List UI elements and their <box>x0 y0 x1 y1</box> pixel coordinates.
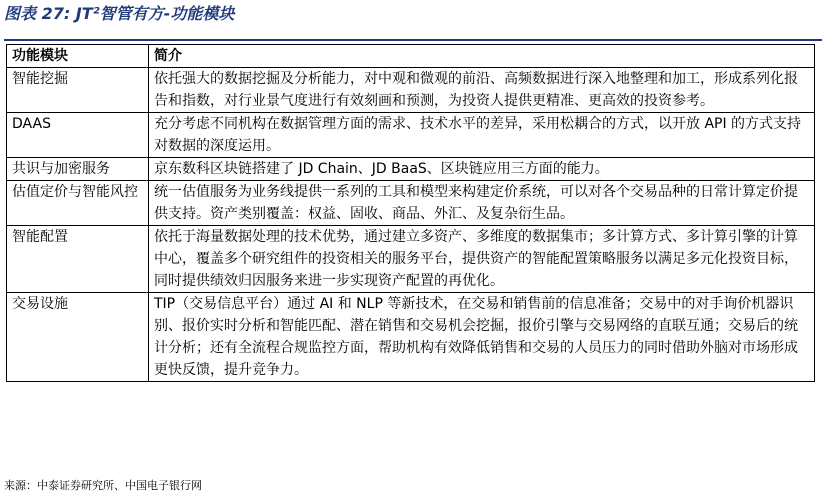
row-module-cell: 智能挖掘 <box>7 68 149 113</box>
row-description-cell: TIP（交易信息平台）通过 AI 和 NLP 等新技术，在交易和销售前的信息准备；交易中的对手询价机器识别、报价实时分析和智能匹配、潜在销售和交易机会挖掘，报价引擎与交易网络的直联互通；交易后的统计分析；还有全流程合规监控方面，帮助机构有效降低销售和交易的人员压力的同时借助外脑对市场形成更快反馈，提升竞争力。 <box>149 293 815 382</box>
row-module-cell: 交易设施 <box>7 293 149 382</box>
table-row <box>7 68 815 113</box>
feature-table <box>6 44 815 382</box>
table-row <box>7 113 815 158</box>
table-header-row <box>7 45 815 68</box>
row-description-cell: 依托于海量数据处理的技术优势，通过建立多资产、多维度的数据集市；多计算方式、多计算引擎的计算中心，覆盖多个研究组件的投资相关的服务平台，提供资产的智能配置策略服务以满足多元化投资目标，同时提供绩效归因服务来进一步实现资产配置的再优化。 <box>149 226 815 293</box>
title-rule <box>4 39 822 41</box>
table-row <box>7 226 815 293</box>
row-module-cell: 智能配置 <box>7 226 149 293</box>
source-note: 来源：中泰证券研究所、中国电子银行网 <box>4 479 202 492</box>
figure-title: 图表 27: JT²智管有方-功能模块 <box>4 4 235 23</box>
table-row <box>7 158 815 181</box>
row-module-cell: DAAS <box>7 113 149 158</box>
table-row <box>7 181 815 226</box>
row-module-cell: 估值定价与智能风控 <box>7 181 149 226</box>
row-description-cell: 统一估值服务为业务线提供一系列的工具和模型来构建定价系统，可以对各个交易品种的日常计算定价提供支持。资产类别覆盖：权益、固收、商品、外汇、及复杂衍生品。 <box>149 181 815 226</box>
row-module-cell: 共识与加密服务 <box>7 158 149 181</box>
row-description-cell: 依托强大的数据挖掘及分析能力，对中观和微观的前沿、高频数据进行深入地整理和加工，形成系列化报告和指数，对行业景气度进行有效刻画和预测，为投资人提供更精准、更高效的投资参考。 <box>149 68 815 113</box>
row-description-cell: 京东数科区块链搭建了 JD Chain、JD BaaS、区块链应用三方面的能力。 <box>149 158 815 181</box>
header-description: 简介 <box>149 45 815 68</box>
header-module: 功能模块 <box>7 45 149 68</box>
table-row <box>7 293 815 382</box>
row-description-cell: 充分考虑不同机构在数据管理方面的需求、技术水平的差异，采用松耦合的方式，以开放 API 的方式支持对数据的深度运用。 <box>149 113 815 158</box>
